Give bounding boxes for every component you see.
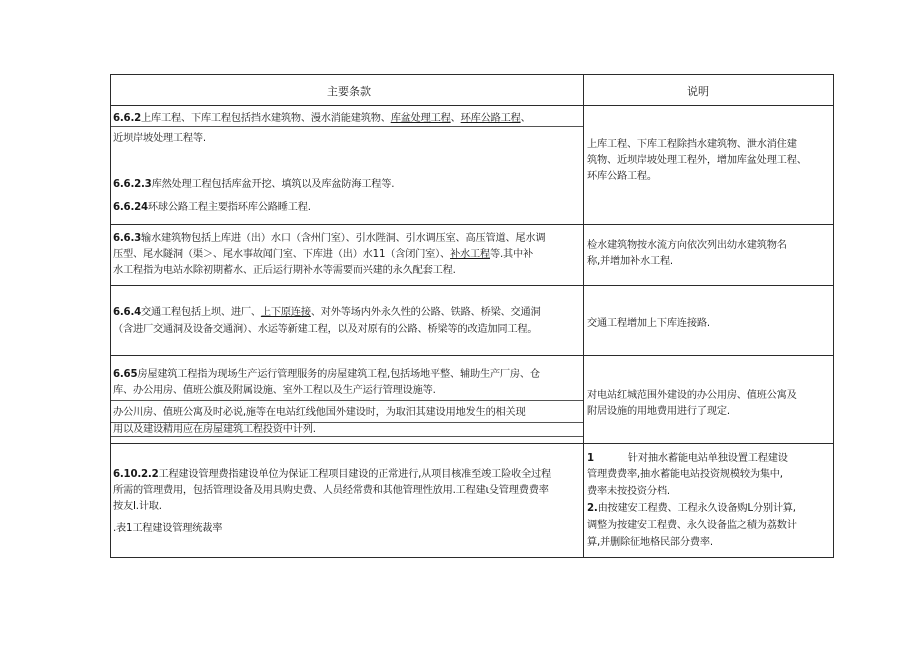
note-row5-line6: 算,并删除征地格民部分费率. xyxy=(587,537,713,548)
clause-6-6-2: 6.6.2上库工程、下库工程包括挡水建筑物、漫水消能建筑物、库盆处理工程、环库公路工程、 xyxy=(113,113,531,124)
clause-6-6-4-cont: （含进厂交通洞及设备交通涧）、水运等新建工程，以及对原有的公路、桥梁等的改造加同工程。 xyxy=(113,324,538,335)
note-row5-item2: 2.由按建安工程费、工程永久设备购L分别计算, xyxy=(587,503,796,514)
note-row5-item1: 1 针对抽水蓄能电站单独设置工程建设 xyxy=(587,453,788,464)
row-underline xyxy=(111,436,583,437)
row-divider xyxy=(111,443,833,444)
row-divider xyxy=(111,224,833,225)
clause-6-6-4: 6.6.4交通工程包括上坝、进厂、上下原连接、对外等场内外永久性的公路、铁路、桥梁、交通洞 xyxy=(113,307,541,318)
row-divider xyxy=(111,285,833,286)
provisions-table xyxy=(110,74,834,558)
note-row3-line1: 交通工程增加上下库连接路. xyxy=(587,318,710,329)
row-divider xyxy=(111,355,833,356)
clause-6-6-2-3: 6.6.2.3库然处理工程包括库盆开挖、填筑以及库盆防海工程等. xyxy=(113,179,395,190)
note-row1-line3: 环库公路工程。 xyxy=(587,171,657,182)
clause-6-6-3: 6.6.3输水建筑物包括上库进（出）水口（含州门室）、引水陛洞、引水调压室、高压管道、尾水调 xyxy=(113,233,546,244)
note-row2-line1: 检水建筑物按水流方向依次列出幼水建筑物名 xyxy=(587,240,787,251)
clause-6-6-24: 6.6.24环球公路工程主要指环库公路睡工程. xyxy=(113,202,311,213)
note-row5-line2: 管理费费率,抽水蓄能电站投资规模较为集中, xyxy=(587,469,783,480)
table-caption: .表1工程建设管理统裁率 xyxy=(113,523,223,534)
note-row5-line5: 调整为按建安工程费、永久设备监之積为荔数计 xyxy=(587,520,797,531)
clause-6-6-5-cont: 库、办公用房、值班公旗及附属设施、室外工程以及生产运行管理设施等. xyxy=(113,385,436,396)
clause-6-6-5: 6.65房屋建筑工程指为现场生产运行管理服务的房屋建筑工程,包括场地平整、辅助生产厂房、仓 xyxy=(113,369,540,380)
clause-6-10-2-2-cont: 所需的管理费用，包括管理设备及用具购史费、人员经常费和其他管理性放用.工程建ι殳管理费费率 xyxy=(113,485,549,496)
column-divider xyxy=(583,75,584,557)
header-main-provisions: 主要条款 xyxy=(327,85,371,98)
header-explanation: 说明 xyxy=(687,85,709,98)
row-divider xyxy=(111,105,833,106)
note-row1-line1: 上库工程、下库工程除挡水建筑物、泄水消住建 xyxy=(587,139,797,150)
clause-6-6-2-cont: 近坝岸坡处理工程等. xyxy=(113,133,206,144)
note-row4-line2: 附居设施的用地费用进行了现定. xyxy=(587,406,730,417)
clause-6-10-2-2-cont2: 按友I.计取. xyxy=(113,501,162,512)
clause-6-6-3-cont2: 水工程指为电站水除初期蓄水、正后运行期补水等需要而兴建的永久配套工程. xyxy=(113,265,456,276)
row-underline xyxy=(111,126,583,127)
note-row4-line1: 对电站红城范围外建设的办公用房、值班公寓及 xyxy=(587,390,797,401)
clause-6-6-3-cont: 压型、尾水隧洞（渠＞、尾水事故闻门室、下库进（出）水11（含闭门室）、补水工程等.其中补 xyxy=(113,249,534,260)
note-row1-line2: 筑物、近坝岸坡处理工程外，增加库盆处理工程、 xyxy=(587,155,807,166)
clause-6-10-2-2: 6.10.2.2工程建设管理费指建设单位为保证工程项目建设的正常进行,从项目核准至竣工险收全过程 xyxy=(113,469,551,480)
note-row5-line3: 费率未按投资分档. xyxy=(587,486,670,497)
note-row2-line2: 称,并增加补水工程. xyxy=(587,256,673,267)
clause-6-6-5-cont3: 用以及建设精用应在房屋建筑工程投资中计列. xyxy=(113,424,316,435)
clause-6-6-5-cont2: 办公川房、值班公寓及时必说,施等在电站红线他国外建设时，为取汨其建设用地发生的相关现 xyxy=(113,407,526,418)
row-underline xyxy=(111,400,583,401)
